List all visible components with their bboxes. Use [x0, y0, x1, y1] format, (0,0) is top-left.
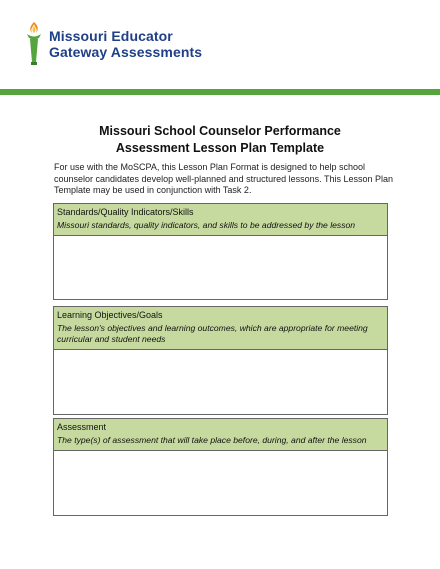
logo [24, 20, 234, 66]
section-header [54, 204, 387, 236]
section-description: The type(s) of assessment that will take place before, during, and after the lesson [57, 435, 367, 445]
description-line-1: The lesson's objectives and learning outcomes, which are appropriate for meeting [57, 323, 368, 333]
intro-line-3: Template may be used in conjunction with Task 2. [54, 185, 252, 195]
intro-line-1: For use with the MoSCPA, this Lesson Plan Format is designed to help school [54, 162, 365, 172]
section-header [54, 419, 387, 451]
logo-line-1: Missouri Educator [49, 28, 173, 44]
standards-input-area[interactable] [54, 236, 387, 299]
header-divider [0, 89, 440, 95]
page-title [0, 123, 440, 157]
assessment-input-area[interactable] [54, 451, 387, 515]
section-description: Missouri standards, quality indicators, and skills to be addressed by the lesson [57, 220, 356, 230]
description-line-2: curricular and student needs [57, 334, 166, 344]
logo-line-2: Gateway Assessments [49, 44, 203, 60]
torch-icon [24, 20, 44, 66]
title-line-2: Assessment Lesson Plan Template [115, 141, 325, 155]
section-standards [53, 203, 388, 300]
section-title: Learning Objectives/Goals [57, 310, 163, 320]
title-line-1: Missouri School Counselor Performance [99, 124, 341, 138]
section-assessment [53, 418, 388, 516]
section-title: Assessment [57, 422, 107, 432]
section-description [57, 323, 383, 345]
section-header [54, 307, 387, 350]
intro-paragraph [54, 162, 394, 197]
section-learning-objectives [53, 306, 388, 415]
section-title: Standards/Quality Indicators/Skills [57, 207, 194, 217]
objectives-input-area[interactable] [54, 350, 387, 414]
intro-line-2: counselor candidates develop well-planned and structured lessons. This Lesson Plan [54, 173, 394, 184]
